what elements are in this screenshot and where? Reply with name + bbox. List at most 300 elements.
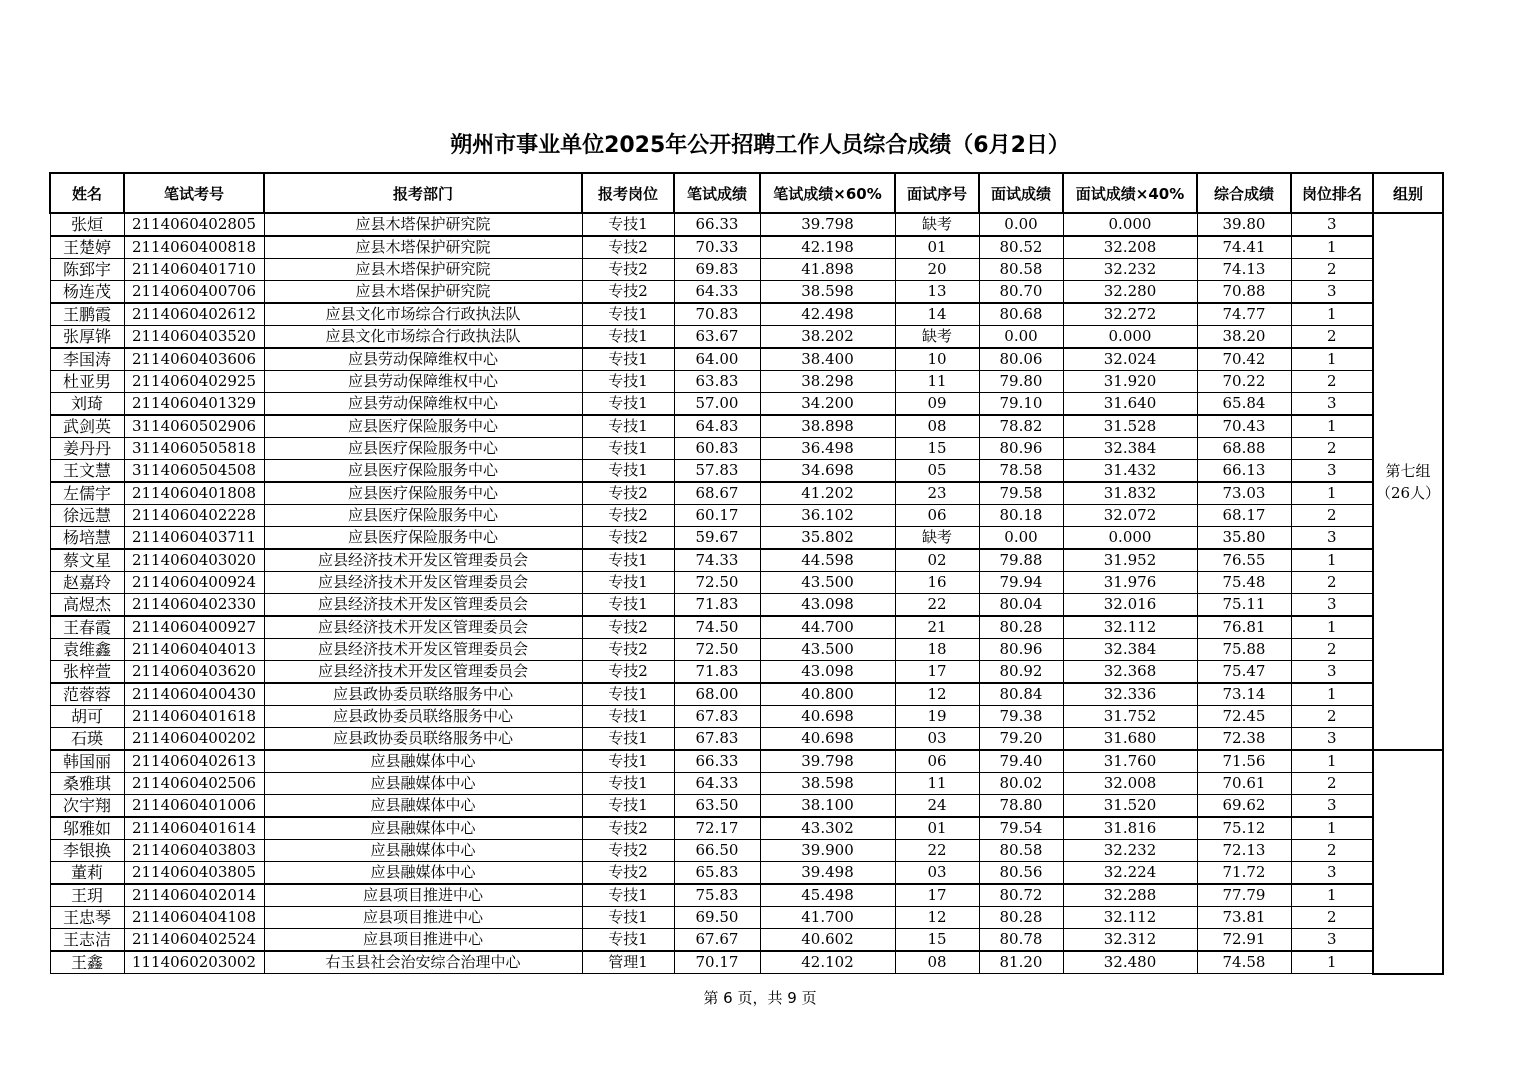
cell-name: 杨连茂 [50, 281, 124, 304]
cell-rank: 3 [1291, 929, 1373, 952]
cell-written-score: 68.67 [674, 482, 760, 505]
cell-interview-order: 17 [895, 884, 979, 907]
cell-exam-number: 3114060502906 [124, 415, 264, 438]
cell-interview-score: 80.92 [979, 661, 1063, 684]
table-body [50, 213, 1443, 974]
cell-written-weighted: 43.098 [760, 661, 895, 684]
cell-name: 韩国丽 [50, 750, 124, 773]
cell-total-score: 72.38 [1197, 728, 1291, 751]
cell-department: 应县经济技术开发区管理委员会 [264, 661, 582, 684]
cell-interview-weighted: 32.336 [1063, 683, 1197, 706]
cell-name: 李银换 [50, 840, 124, 862]
cell-position: 专技1 [582, 213, 674, 236]
cell-name: 邬雅如 [50, 817, 124, 840]
cell-interview-order: 12 [895, 683, 979, 706]
cell-exam-number: 2114060402014 [124, 884, 264, 907]
table-row [50, 750, 1443, 773]
cell-department: 应县融媒体中心 [264, 750, 582, 773]
table-row [50, 213, 1443, 236]
cell-total-score: 70.43 [1197, 415, 1291, 438]
cell-interview-order: 缺考 [895, 527, 979, 550]
cell-department: 应县劳动保障维权中心 [264, 371, 582, 393]
cell-exam-number: 2114060400927 [124, 616, 264, 639]
cell-department: 应县劳动保障维权中心 [264, 393, 582, 416]
cell-total-score: 70.61 [1197, 773, 1291, 795]
cell-interview-score: 80.06 [979, 348, 1063, 371]
cell-written-weighted: 36.102 [760, 505, 895, 527]
cell-department: 应县经济技术开发区管理委员会 [264, 572, 582, 594]
cell-interview-weighted: 31.760 [1063, 750, 1197, 773]
cell-department: 应县政协委员联络服务中心 [264, 683, 582, 706]
cell-written-score: 70.17 [674, 951, 760, 974]
cell-total-score: 73.03 [1197, 482, 1291, 505]
cell-exam-number: 2114060404108 [124, 907, 264, 929]
cell-interview-weighted: 31.528 [1063, 415, 1197, 438]
cell-department: 应县医疗保险服务中心 [264, 415, 582, 438]
cell-interview-weighted: 32.384 [1063, 438, 1197, 460]
cell-interview-order: 24 [895, 795, 979, 818]
group-cell-next [1373, 750, 1443, 974]
cell-written-weighted: 42.198 [760, 236, 895, 259]
cell-position: 专技1 [582, 884, 674, 907]
cell-interview-score: 80.58 [979, 259, 1063, 281]
cell-total-score: 76.55 [1197, 549, 1291, 572]
cell-rank: 1 [1291, 415, 1373, 438]
cell-name: 张厚铧 [50, 326, 124, 349]
cell-interview-order: 22 [895, 594, 979, 617]
cell-interview-order: 06 [895, 505, 979, 527]
cell-exam-number: 2114060401808 [124, 482, 264, 505]
cell-written-score: 67.83 [674, 706, 760, 728]
cell-written-score: 68.00 [674, 683, 760, 706]
cell-interview-score: 80.28 [979, 616, 1063, 639]
cell-position: 专技2 [582, 527, 674, 550]
cell-total-score: 70.42 [1197, 348, 1291, 371]
cell-interview-score: 78.82 [979, 415, 1063, 438]
cell-department: 应县经济技术开发区管理委员会 [264, 549, 582, 572]
cell-written-score: 74.50 [674, 616, 760, 639]
cell-interview-order: 20 [895, 259, 979, 281]
cell-name: 刘琦 [50, 393, 124, 416]
cell-written-weighted: 43.302 [760, 817, 895, 840]
cell-exam-number: 2114060402613 [124, 750, 264, 773]
cell-exam-number: 2114060401710 [124, 259, 264, 281]
cell-rank: 2 [1291, 572, 1373, 594]
table-row [50, 594, 1443, 617]
cell-name: 王鹏霞 [50, 303, 124, 326]
cell-interview-score: 80.96 [979, 438, 1063, 460]
cell-exam-number: 1114060203002 [124, 951, 264, 974]
cell-interview-order: 08 [895, 951, 979, 974]
header-rank: 岗位排名 [1291, 173, 1373, 213]
cell-interview-weighted: 0.000 [1063, 213, 1197, 236]
cell-written-weighted: 35.802 [760, 527, 895, 550]
cell-department: 应县融媒体中心 [264, 795, 582, 818]
cell-interview-order: 16 [895, 572, 979, 594]
cell-position: 专技2 [582, 817, 674, 840]
cell-exam-number: 2114060403606 [124, 348, 264, 371]
table-row [50, 795, 1443, 818]
cell-rank: 1 [1291, 303, 1373, 326]
cell-name: 杨培慧 [50, 527, 124, 550]
cell-interview-order: 01 [895, 817, 979, 840]
cell-interview-score: 81.20 [979, 951, 1063, 974]
table-row [50, 393, 1443, 416]
cell-total-score: 75.47 [1197, 661, 1291, 684]
cell-written-score: 59.67 [674, 527, 760, 550]
cell-rank: 2 [1291, 773, 1373, 795]
cell-total-score: 38.20 [1197, 326, 1291, 349]
header-name: 姓名 [50, 173, 124, 213]
cell-name: 姜丹丹 [50, 438, 124, 460]
cell-written-weighted: 39.498 [760, 862, 895, 885]
group-count: （26人） [1375, 483, 1441, 502]
header-written-weighted: 笔试成绩×60% [760, 173, 895, 213]
cell-total-score: 74.13 [1197, 259, 1291, 281]
cell-rank: 1 [1291, 683, 1373, 706]
cell-rank: 3 [1291, 862, 1373, 885]
cell-interview-weighted: 32.280 [1063, 281, 1197, 304]
cell-interview-order: 12 [895, 907, 979, 929]
table-row [50, 572, 1443, 594]
cell-department: 应县政协委员联络服务中心 [264, 728, 582, 751]
cell-position: 专技1 [582, 728, 674, 751]
cell-exam-number: 2114060402925 [124, 371, 264, 393]
cell-written-weighted: 39.798 [760, 750, 895, 773]
cell-total-score: 72.91 [1197, 929, 1291, 952]
cell-written-weighted: 43.098 [760, 594, 895, 617]
cell-total-score: 72.45 [1197, 706, 1291, 728]
cell-exam-number: 2114060400202 [124, 728, 264, 751]
cell-name: 袁维鑫 [50, 639, 124, 661]
cell-written-weighted: 36.498 [760, 438, 895, 460]
cell-interview-order: 03 [895, 862, 979, 885]
group-label: 第七组 [1385, 461, 1431, 480]
cell-name: 王春霞 [50, 616, 124, 639]
cell-exam-number: 2114060400924 [124, 572, 264, 594]
cell-total-score: 76.81 [1197, 616, 1291, 639]
cell-interview-score: 80.58 [979, 840, 1063, 862]
cell-interview-score: 80.04 [979, 594, 1063, 617]
cell-interview-order: 19 [895, 706, 979, 728]
cell-exam-number: 2114060403805 [124, 862, 264, 885]
cell-name: 胡可 [50, 706, 124, 728]
page-footer: 第 6 页，共 9 页 [703, 989, 817, 1007]
cell-written-score: 69.83 [674, 259, 760, 281]
cell-total-score: 75.88 [1197, 639, 1291, 661]
cell-interview-order: 11 [895, 773, 979, 795]
cell-interview-score: 79.38 [979, 706, 1063, 728]
cell-department: 应县项目推进中心 [264, 884, 582, 907]
cell-total-score: 77.79 [1197, 884, 1291, 907]
cell-written-weighted: 39.900 [760, 840, 895, 862]
cell-exam-number: 2114060402330 [124, 594, 264, 617]
cell-interview-order: 05 [895, 460, 979, 483]
header-interview-score: 面试成绩 [979, 173, 1063, 213]
cell-total-score: 75.48 [1197, 572, 1291, 594]
cell-written-weighted: 44.598 [760, 549, 895, 572]
cell-name: 范蓉蓉 [50, 683, 124, 706]
cell-rank: 2 [1291, 706, 1373, 728]
cell-interview-order: 09 [895, 393, 979, 416]
cell-interview-weighted: 32.208 [1063, 236, 1197, 259]
cell-interview-weighted: 31.832 [1063, 482, 1197, 505]
table-row [50, 527, 1443, 550]
cell-exam-number: 2114060402228 [124, 505, 264, 527]
cell-rank: 2 [1291, 371, 1373, 393]
cell-written-weighted: 43.500 [760, 572, 895, 594]
cell-interview-order: 06 [895, 750, 979, 773]
cell-exam-number: 2114060403520 [124, 326, 264, 349]
table-row [50, 884, 1443, 907]
header-position: 报考岗位 [582, 173, 674, 213]
cell-interview-order: 缺考 [895, 326, 979, 349]
cell-rank: 1 [1291, 482, 1373, 505]
cell-interview-score: 79.20 [979, 728, 1063, 751]
cell-written-weighted: 34.698 [760, 460, 895, 483]
cell-name: 桑雅琪 [50, 773, 124, 795]
score-table [49, 172, 1444, 975]
cell-interview-order: 01 [895, 236, 979, 259]
cell-position: 专技1 [582, 750, 674, 773]
header-row [50, 173, 1443, 213]
cell-written-weighted: 40.800 [760, 683, 895, 706]
cell-written-weighted: 41.202 [760, 482, 895, 505]
cell-total-score: 39.80 [1197, 213, 1291, 236]
cell-interview-score: 80.28 [979, 907, 1063, 929]
cell-written-weighted: 44.700 [760, 616, 895, 639]
cell-written-score: 63.50 [674, 795, 760, 818]
page-title: 朔州市事业单位2025年公开招聘工作人员综合成绩（6月2日） [450, 133, 1070, 158]
cell-position: 专技1 [582, 415, 674, 438]
cell-department: 应县医疗保险服务中心 [264, 505, 582, 527]
cell-interview-score: 80.56 [979, 862, 1063, 885]
cell-rank: 1 [1291, 236, 1373, 259]
cell-interview-weighted: 32.272 [1063, 303, 1197, 326]
cell-interview-score: 0.00 [979, 213, 1063, 236]
cell-position: 管理1 [582, 951, 674, 974]
cell-written-score: 64.83 [674, 415, 760, 438]
cell-total-score: 73.81 [1197, 907, 1291, 929]
cell-written-weighted: 38.598 [760, 773, 895, 795]
cell-interview-order: 11 [895, 371, 979, 393]
cell-total-score: 68.88 [1197, 438, 1291, 460]
cell-position: 专技1 [582, 795, 674, 818]
cell-interview-order: 18 [895, 639, 979, 661]
cell-written-weighted: 40.698 [760, 706, 895, 728]
cell-written-weighted: 39.798 [760, 213, 895, 236]
cell-rank: 1 [1291, 616, 1373, 639]
cell-interview-weighted: 32.112 [1063, 616, 1197, 639]
cell-written-weighted: 41.898 [760, 259, 895, 281]
cell-rank: 3 [1291, 460, 1373, 483]
cell-written-weighted: 38.898 [760, 415, 895, 438]
cell-department: 应县融媒体中心 [264, 817, 582, 840]
cell-interview-order: 23 [895, 482, 979, 505]
cell-interview-score: 79.40 [979, 750, 1063, 773]
cell-exam-number: 2114060404013 [124, 639, 264, 661]
cell-department: 应县医疗保险服务中心 [264, 438, 582, 460]
cell-total-score: 70.22 [1197, 371, 1291, 393]
cell-written-score: 60.83 [674, 438, 760, 460]
cell-exam-number: 2114060403620 [124, 661, 264, 684]
table-row [50, 549, 1443, 572]
cell-position: 专技1 [582, 303, 674, 326]
cell-exam-number: 2114060403803 [124, 840, 264, 862]
cell-interview-score: 80.96 [979, 639, 1063, 661]
cell-interview-score: 79.94 [979, 572, 1063, 594]
cell-written-weighted: 40.602 [760, 929, 895, 952]
cell-rank: 1 [1291, 549, 1373, 572]
cell-rank: 1 [1291, 951, 1373, 974]
table-row [50, 639, 1443, 661]
cell-total-score: 73.14 [1197, 683, 1291, 706]
cell-rank: 1 [1291, 750, 1373, 773]
cell-interview-weighted: 0.000 [1063, 326, 1197, 349]
table-row [50, 817, 1443, 840]
cell-position: 专技1 [582, 683, 674, 706]
table-row [50, 929, 1443, 952]
cell-written-score: 70.33 [674, 236, 760, 259]
cell-interview-weighted: 31.640 [1063, 393, 1197, 416]
table-row [50, 951, 1443, 974]
cell-position: 专技1 [582, 371, 674, 393]
cell-name: 王志洁 [50, 929, 124, 952]
cell-rank: 3 [1291, 527, 1373, 550]
cell-department: 应县木塔保护研究院 [264, 236, 582, 259]
cell-name: 武剑英 [50, 415, 124, 438]
cell-interview-order: 15 [895, 929, 979, 952]
table-row [50, 728, 1443, 751]
cell-written-weighted: 38.400 [760, 348, 895, 371]
cell-position: 专技1 [582, 393, 674, 416]
cell-interview-weighted: 31.752 [1063, 706, 1197, 728]
header-exam-number: 笔试考号 [124, 173, 264, 213]
cell-name: 董莉 [50, 862, 124, 885]
cell-interview-weighted: 32.232 [1063, 259, 1197, 281]
cell-total-score: 66.13 [1197, 460, 1291, 483]
cell-name: 杜亚男 [50, 371, 124, 393]
cell-name: 王楚婷 [50, 236, 124, 259]
cell-written-weighted: 38.598 [760, 281, 895, 304]
header-interview-order: 面试序号 [895, 173, 979, 213]
cell-name: 赵嘉玲 [50, 572, 124, 594]
table-row [50, 773, 1443, 795]
cell-exam-number: 2114060400430 [124, 683, 264, 706]
cell-written-score: 64.33 [674, 281, 760, 304]
cell-written-score: 69.50 [674, 907, 760, 929]
cell-interview-weighted: 31.920 [1063, 371, 1197, 393]
table-row [50, 661, 1443, 684]
cell-interview-weighted: 32.384 [1063, 639, 1197, 661]
table-row [50, 505, 1443, 527]
cell-name: 蔡文星 [50, 549, 124, 572]
cell-rank: 3 [1291, 393, 1373, 416]
cell-written-score: 66.33 [674, 750, 760, 773]
cell-position: 专技1 [582, 438, 674, 460]
cell-position: 专技1 [582, 706, 674, 728]
table-row [50, 348, 1443, 371]
cell-interview-order: 21 [895, 616, 979, 639]
cell-position: 专技1 [582, 460, 674, 483]
cell-name: 左儒宇 [50, 482, 124, 505]
cell-interview-order: 08 [895, 415, 979, 438]
cell-interview-score: 79.58 [979, 482, 1063, 505]
cell-interview-weighted: 32.008 [1063, 773, 1197, 795]
cell-written-score: 72.17 [674, 817, 760, 840]
cell-department: 应县木塔保护研究院 [264, 259, 582, 281]
cell-interview-weighted: 31.816 [1063, 817, 1197, 840]
cell-position: 专技1 [582, 929, 674, 952]
table-row [50, 236, 1443, 259]
cell-interview-score: 79.80 [979, 371, 1063, 393]
cell-name: 李国涛 [50, 348, 124, 371]
cell-rank: 3 [1291, 281, 1373, 304]
cell-rank: 3 [1291, 795, 1373, 818]
cell-interview-weighted: 32.232 [1063, 840, 1197, 862]
cell-interview-weighted: 0.000 [1063, 527, 1197, 550]
cell-department: 应县文化市场综合行政执法队 [264, 326, 582, 349]
cell-rank: 1 [1291, 884, 1373, 907]
table-row [50, 259, 1443, 281]
cell-written-score: 71.83 [674, 594, 760, 617]
cell-written-weighted: 42.102 [760, 951, 895, 974]
table-row [50, 706, 1443, 728]
table-row [50, 281, 1443, 304]
cell-interview-weighted: 32.024 [1063, 348, 1197, 371]
cell-department: 应县医疗保险服务中心 [264, 460, 582, 483]
cell-written-score: 66.50 [674, 840, 760, 862]
cell-department: 应县融媒体中心 [264, 773, 582, 795]
cell-position: 专技2 [582, 281, 674, 304]
cell-exam-number: 2114060400706 [124, 281, 264, 304]
cell-written-score: 57.00 [674, 393, 760, 416]
cell-position: 专技2 [582, 661, 674, 684]
cell-interview-order: 22 [895, 840, 979, 862]
cell-department: 应县经济技术开发区管理委员会 [264, 639, 582, 661]
cell-department: 应县项目推进中心 [264, 929, 582, 952]
cell-position: 专技1 [582, 594, 674, 617]
cell-total-score: 35.80 [1197, 527, 1291, 550]
cell-interview-weighted: 32.224 [1063, 862, 1197, 885]
cell-department: 应县政协委员联络服务中心 [264, 706, 582, 728]
cell-rank: 3 [1291, 728, 1373, 751]
cell-written-weighted: 38.202 [760, 326, 895, 349]
cell-name: 高煜杰 [50, 594, 124, 617]
cell-rank: 2 [1291, 907, 1373, 929]
cell-written-score: 67.83 [674, 728, 760, 751]
cell-department: 应县劳动保障维权中心 [264, 348, 582, 371]
cell-rank: 2 [1291, 639, 1373, 661]
cell-exam-number: 3114060504508 [124, 460, 264, 483]
cell-exam-number: 3114060505818 [124, 438, 264, 460]
cell-name: 王文慧 [50, 460, 124, 483]
cell-position: 专技1 [582, 773, 674, 795]
cell-rank: 3 [1291, 594, 1373, 617]
cell-name: 王玥 [50, 884, 124, 907]
table-row [50, 862, 1443, 885]
cell-exam-number: 2114060401006 [124, 795, 264, 818]
cell-position: 专技1 [582, 572, 674, 594]
cell-interview-order: 17 [895, 661, 979, 684]
cell-interview-order: 02 [895, 549, 979, 572]
cell-written-weighted: 34.200 [760, 393, 895, 416]
cell-written-weighted: 40.698 [760, 728, 895, 751]
cell-interview-weighted: 32.072 [1063, 505, 1197, 527]
cell-position: 专技2 [582, 259, 674, 281]
cell-position: 专技1 [582, 326, 674, 349]
cell-name: 张梓萱 [50, 661, 124, 684]
